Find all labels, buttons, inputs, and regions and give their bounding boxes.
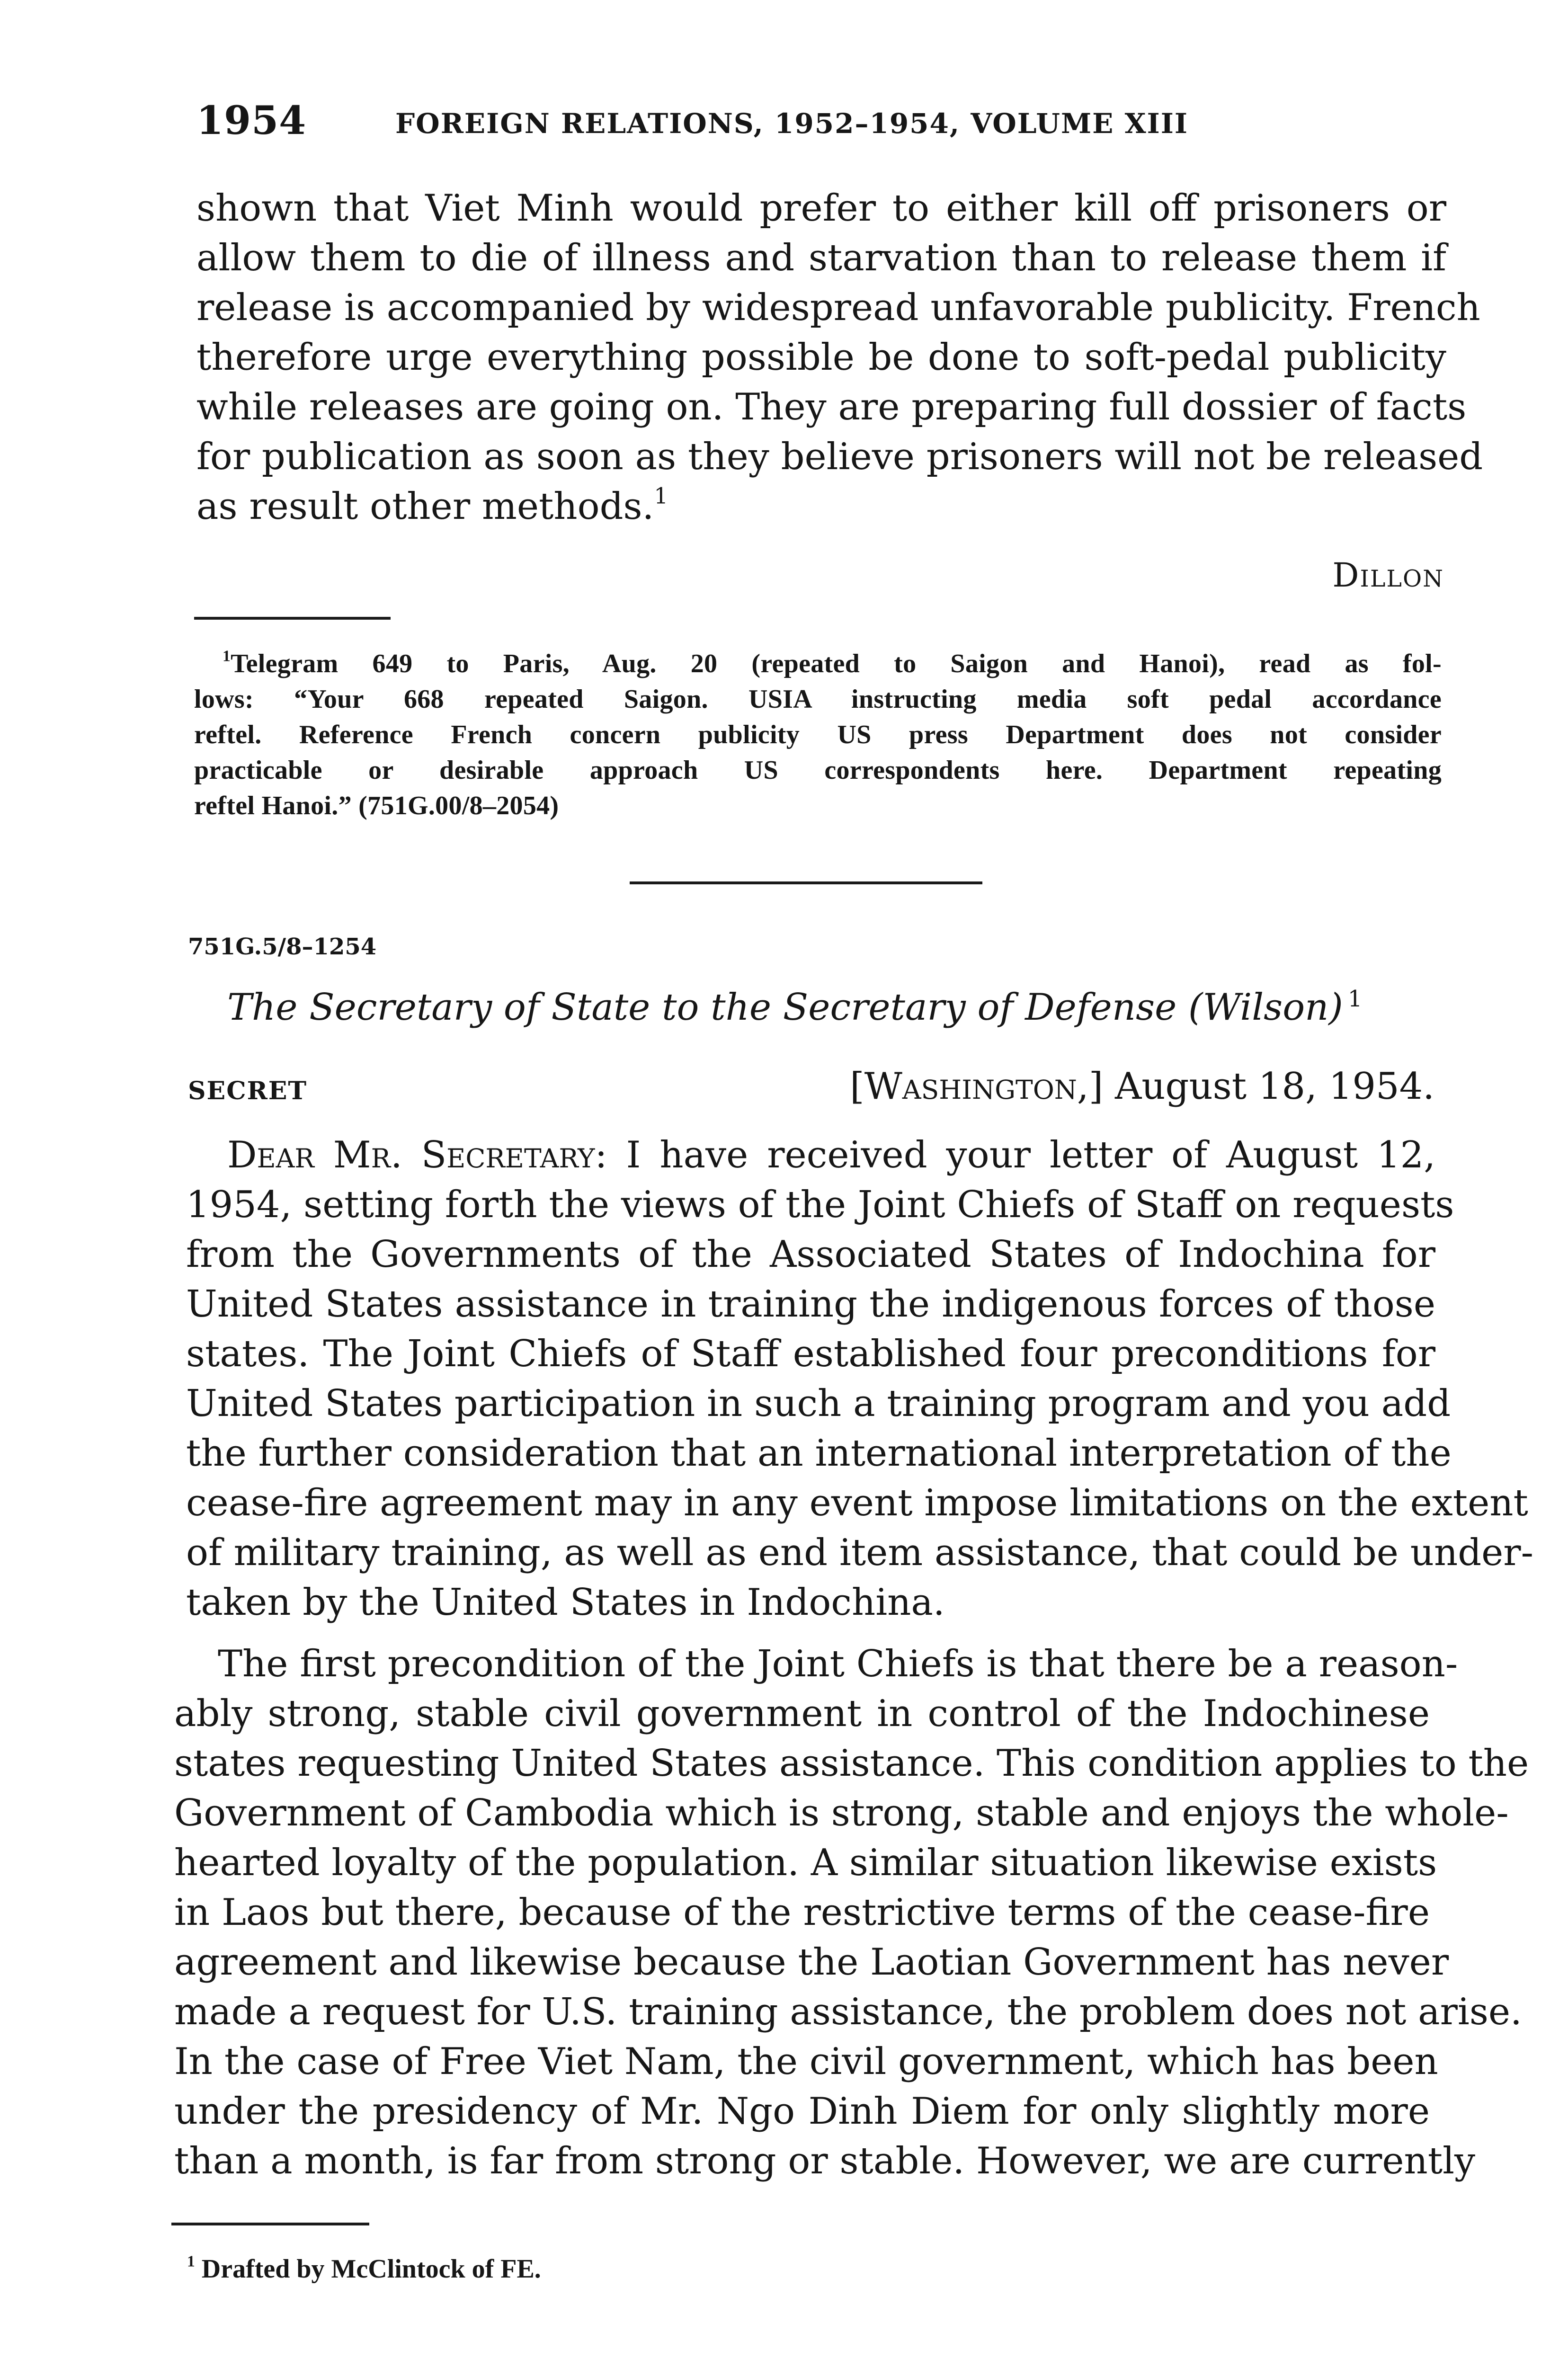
text-line: hearted loyalty of the population. A similar situation likewise exists: [174, 1842, 1437, 1884]
footnote-line: lows: “Your 668 repeated Saigon. USIA instructing media soft pedal accordance: [194, 685, 1442, 714]
text-line: In the case of Free Viet Nam, the civil government, which has been: [174, 2040, 1438, 2083]
text-line: United States assistance in training the indigenous forces of those: [186, 1283, 1435, 1326]
section-divider: [630, 881, 982, 884]
text-line: made a request for U.S. training assistance, the problem does not arise.: [174, 1991, 1522, 2033]
dateline-date: August 18, 1954.: [1114, 1065, 1434, 1108]
footnote-line: reftel Hanoi.” (751G.00/8–2054): [194, 791, 559, 820]
salutation: Dear Mr. Secretary:: [227, 1134, 607, 1176]
text-line: release is accompanied by widespread unfavorable publicity. French: [196, 286, 1480, 329]
text-line: therefore urge everything possible be done to soft-pedal publicity: [196, 336, 1446, 379]
footnote-drafted-by: $^1$ Drafted by McClintock of FE.: [187, 2252, 541, 2284]
text-line: than a month, is far from strong or stable. However, we are currently: [174, 2140, 1476, 2182]
dateline: [843, 1063, 1434, 1110]
text-line: Government of Cambodia which is strong, stable and enjoys the whole-: [174, 1792, 1509, 1834]
running-head-title: FOREIGN RELATIONS, 1952–1954, VOLUME XIII: [395, 107, 1188, 140]
running-head: [196, 97, 1446, 149]
dateline-place: [Washington,]: [850, 1065, 1104, 1108]
text-line: 1954, setting forth the views of the Joint Chiefs of Staff on requests: [186, 1184, 1454, 1226]
text-line: states requesting United States assistance. This condition applies to the: [174, 1742, 1529, 1785]
text-line: in Laos but there, because of the restrictive terms of the cease-fire: [174, 1891, 1430, 1934]
signature: Dillon: [1332, 556, 1444, 595]
text-line: of military training, as well as end item assistance, that could be under-: [186, 1531, 1533, 1574]
text-line: ably strong, stable civil government in control of the Indochinese: [174, 1692, 1430, 1735]
footnote-rule: [194, 617, 391, 620]
text-line: The first precondition of the Joint Chiefs is that there be a reason-: [218, 1643, 1458, 1685]
text-line: under the presidency of Mr. Ngo Dinh Diem for only slightly more: [174, 2090, 1430, 2133]
text-line: agreement and likewise because the Laotian Government has never: [174, 1941, 1449, 1984]
file-number: 751G.5/8–1254: [188, 934, 377, 960]
footnote-line: practicable or desirable approach US correspondents here. Department repeating: [194, 756, 1442, 785]
text-line: allow them to die of illness and starvation than to release them if: [196, 237, 1446, 279]
text-line: while releases are going on. They are preparing full dossier of facts: [196, 386, 1467, 428]
text-line: cease-fire agreement may in any event impose limitations on the extent: [186, 1482, 1528, 1524]
footnote-line: $^1$Telegram 649 to Paris, Aug. 20 (repeated to Saigon and Hanoi), read as fol-: [223, 647, 1442, 678]
text-line: shown that Viet Minh would prefer to either kill off prisoners or: [196, 187, 1446, 230]
text-line: Dear Mr. Secretary: I have received your letter of August 12,: [227, 1134, 1436, 1176]
footnote-line: reftel. Reference French concern publicity US press Department does not consider: [194, 720, 1442, 749]
text-line: states. The Joint Chiefs of Staff established four preconditions for: [186, 1333, 1435, 1375]
text-line: taken by the United States in Indochina.: [186, 1581, 945, 1624]
page-number: 1954: [196, 98, 307, 143]
text-line: the further consideration that an international interpretation of the: [186, 1432, 1452, 1475]
footnote-rule: [171, 2223, 369, 2225]
text-line-last: as result other methods.$^1$: [196, 483, 668, 528]
text-line: from the Governments of the Associated States of Indochina for: [186, 1233, 1435, 1276]
title-footnote-marker: 1: [1347, 986, 1363, 1012]
footnote-marker: 1: [654, 483, 668, 509]
classification: SECRET: [188, 1077, 308, 1105]
document-title: The Secretary of State to the Secretary of Defense (Wilson) $^1$: [227, 986, 1363, 1029]
text-line: for publication as soon as they believe prisoners will not be released: [196, 436, 1483, 478]
text-line: United States participation in such a training program and you add: [186, 1382, 1451, 1425]
